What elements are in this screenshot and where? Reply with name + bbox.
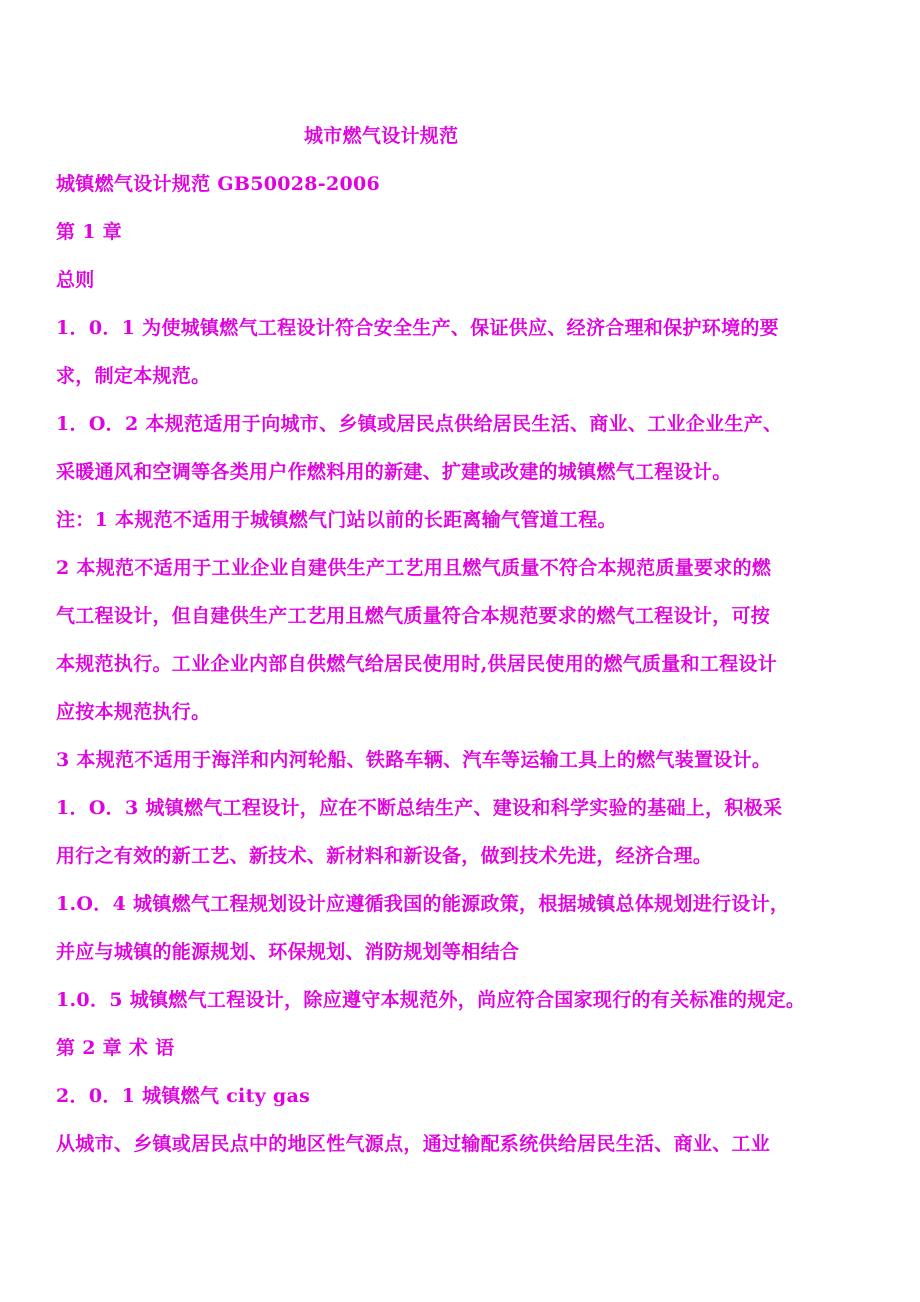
term-heading: 2．0．1 城镇燃气 city gas [56, 1085, 311, 1107]
section-general-heading: 总则 [56, 269, 95, 291]
paragraph-line: 用行之有效的新工艺、新技术、新材料和新设备，做到技术先进，经济合理。 [56, 845, 713, 867]
chapter-2-heading: 第 2 章 术 语 [56, 1037, 175, 1059]
paragraph-line: 求，制定本规范。 [56, 365, 211, 387]
paragraph-line: 1.0．5 城镇燃气工程设计，除应遵守本规范外，尚应符合国家现行的有关标准的规定。 [56, 989, 806, 1011]
chapter-1-heading: 第 1 章 [56, 221, 122, 243]
note-line: 应按本规范执行。 [56, 701, 211, 723]
document-title: 城市燃气设计规范 [304, 125, 459, 147]
note-line: 气工程设计，但自建供生产工艺用且燃气质量符合本规范要求的燃气工程设计，可按 [56, 605, 771, 627]
paragraph-line: 并应与城镇的能源规划、环保规划、消防规划等相结合 [56, 941, 520, 963]
paragraph-line: 1.O．4 城镇燃气工程规划设计应遵循我国的能源政策，根据城镇总体规划进行设计， [56, 893, 790, 915]
paragraph-line: 1．O．2 本规范适用于向城市、乡镇或居民点供给居民生活、商业、工业企业生产、 [56, 413, 783, 435]
note-line: 2 本规范不适用于工业企业自建供生产工艺用且燃气质量不符合本规范质量要求的燃 [56, 557, 772, 579]
note-line: 注：1 本规范不适用于城镇燃气门站以前的长距离输气管道工程。 [56, 509, 617, 531]
paragraph-line: 采暖通风和空调等各类用户作燃料用的新建、扩建或改建的城镇燃气工程设计。 [56, 461, 732, 483]
paragraph-line: 1．O．3 城镇燃气工程设计，应在不断总结生产、建设和科学实验的基础上，积极采 [56, 797, 783, 819]
paragraph-line: 从城市、乡镇或居民点中的地区性气源点，通过输配系统供给居民生活、商业、工业 [56, 1133, 771, 1155]
note-line: 本规范执行。工业企业内部自供燃气给居民使用时,供居民使用的燃气质量和工程设计 [56, 653, 778, 675]
standard-title: 城镇燃气设计规范 GB50028-2006 [56, 173, 381, 195]
document-body [56, 112, 872, 1168]
paragraph-line: 1．0．1 为使城镇燃气工程设计符合安全生产、保证供应、经济合理和保护环境的要 [56, 317, 779, 339]
note-line: 3 本规范不适用于海洋和内河轮船、铁路车辆、汽车等运输工具上的燃气装置设计。 [56, 749, 772, 771]
